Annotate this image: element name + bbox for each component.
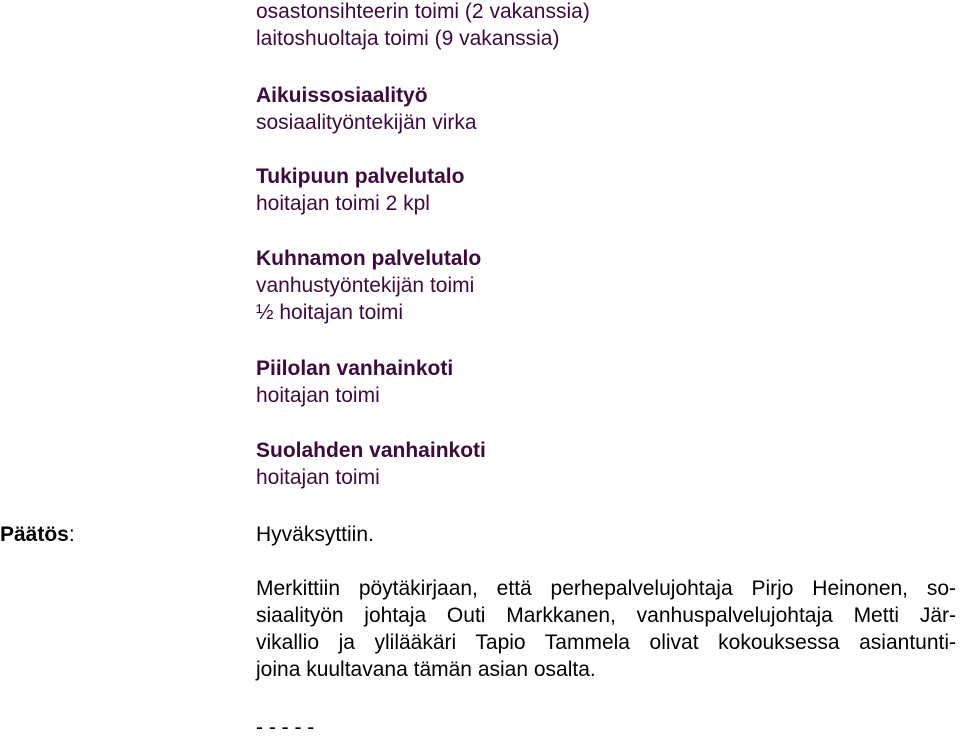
section-heading-piilola: Piilolan vanhainkoti bbox=[256, 357, 454, 380]
separator: - - - - - bbox=[256, 716, 315, 739]
decision-note-line: siaalityön johtaja Outi Markkanen, vanhuspalvelujohtaja Metti Jär- bbox=[256, 604, 956, 627]
decision-label-text: Päätös bbox=[0, 523, 69, 546]
decision-note-line: joina kuultavana tämän asian osalta. bbox=[256, 658, 596, 681]
position-line: osastonsihteerin toimi (2 vakanssia) bbox=[256, 0, 590, 23]
decision-note bbox=[256, 575, 956, 683]
section-heading-suolahti: Suolahden vanhainkoti bbox=[256, 439, 486, 462]
decision-label-colon: : bbox=[68, 523, 75, 546]
decision-text: Hyväksyttiin. bbox=[256, 523, 374, 546]
section-heading-kuhnamo: Kuhnamon palvelutalo bbox=[256, 247, 482, 270]
position-line: hoitajan toimi bbox=[256, 466, 380, 489]
position-line: ½ hoitajan toimi bbox=[256, 301, 404, 324]
decision-note-line: vikallio ja ylilääkäri Tapio Tammela olivat kokouksessa asiantunti- bbox=[256, 631, 956, 654]
section-heading-tukipuu: Tukipuun palvelutalo bbox=[256, 165, 465, 188]
position-line: laitoshuoltaja toimi (9 vakanssia) bbox=[256, 27, 560, 50]
decision-label bbox=[0, 521, 75, 548]
position-line: vanhustyöntekijän toimi bbox=[256, 274, 475, 297]
position-line: hoitajan toimi bbox=[256, 384, 380, 407]
position-line: hoitajan toimi 2 kpl bbox=[256, 192, 430, 215]
section-heading-aikuissosiaalityo: Aikuissosiaalityö bbox=[256, 84, 428, 107]
position-line: sosiaalityöntekijän virka bbox=[256, 111, 477, 134]
decision-note-line: Merkittiin pöytäkirjaan, että perhepalvelujohtaja Pirjo Heinonen, so- bbox=[256, 577, 956, 600]
